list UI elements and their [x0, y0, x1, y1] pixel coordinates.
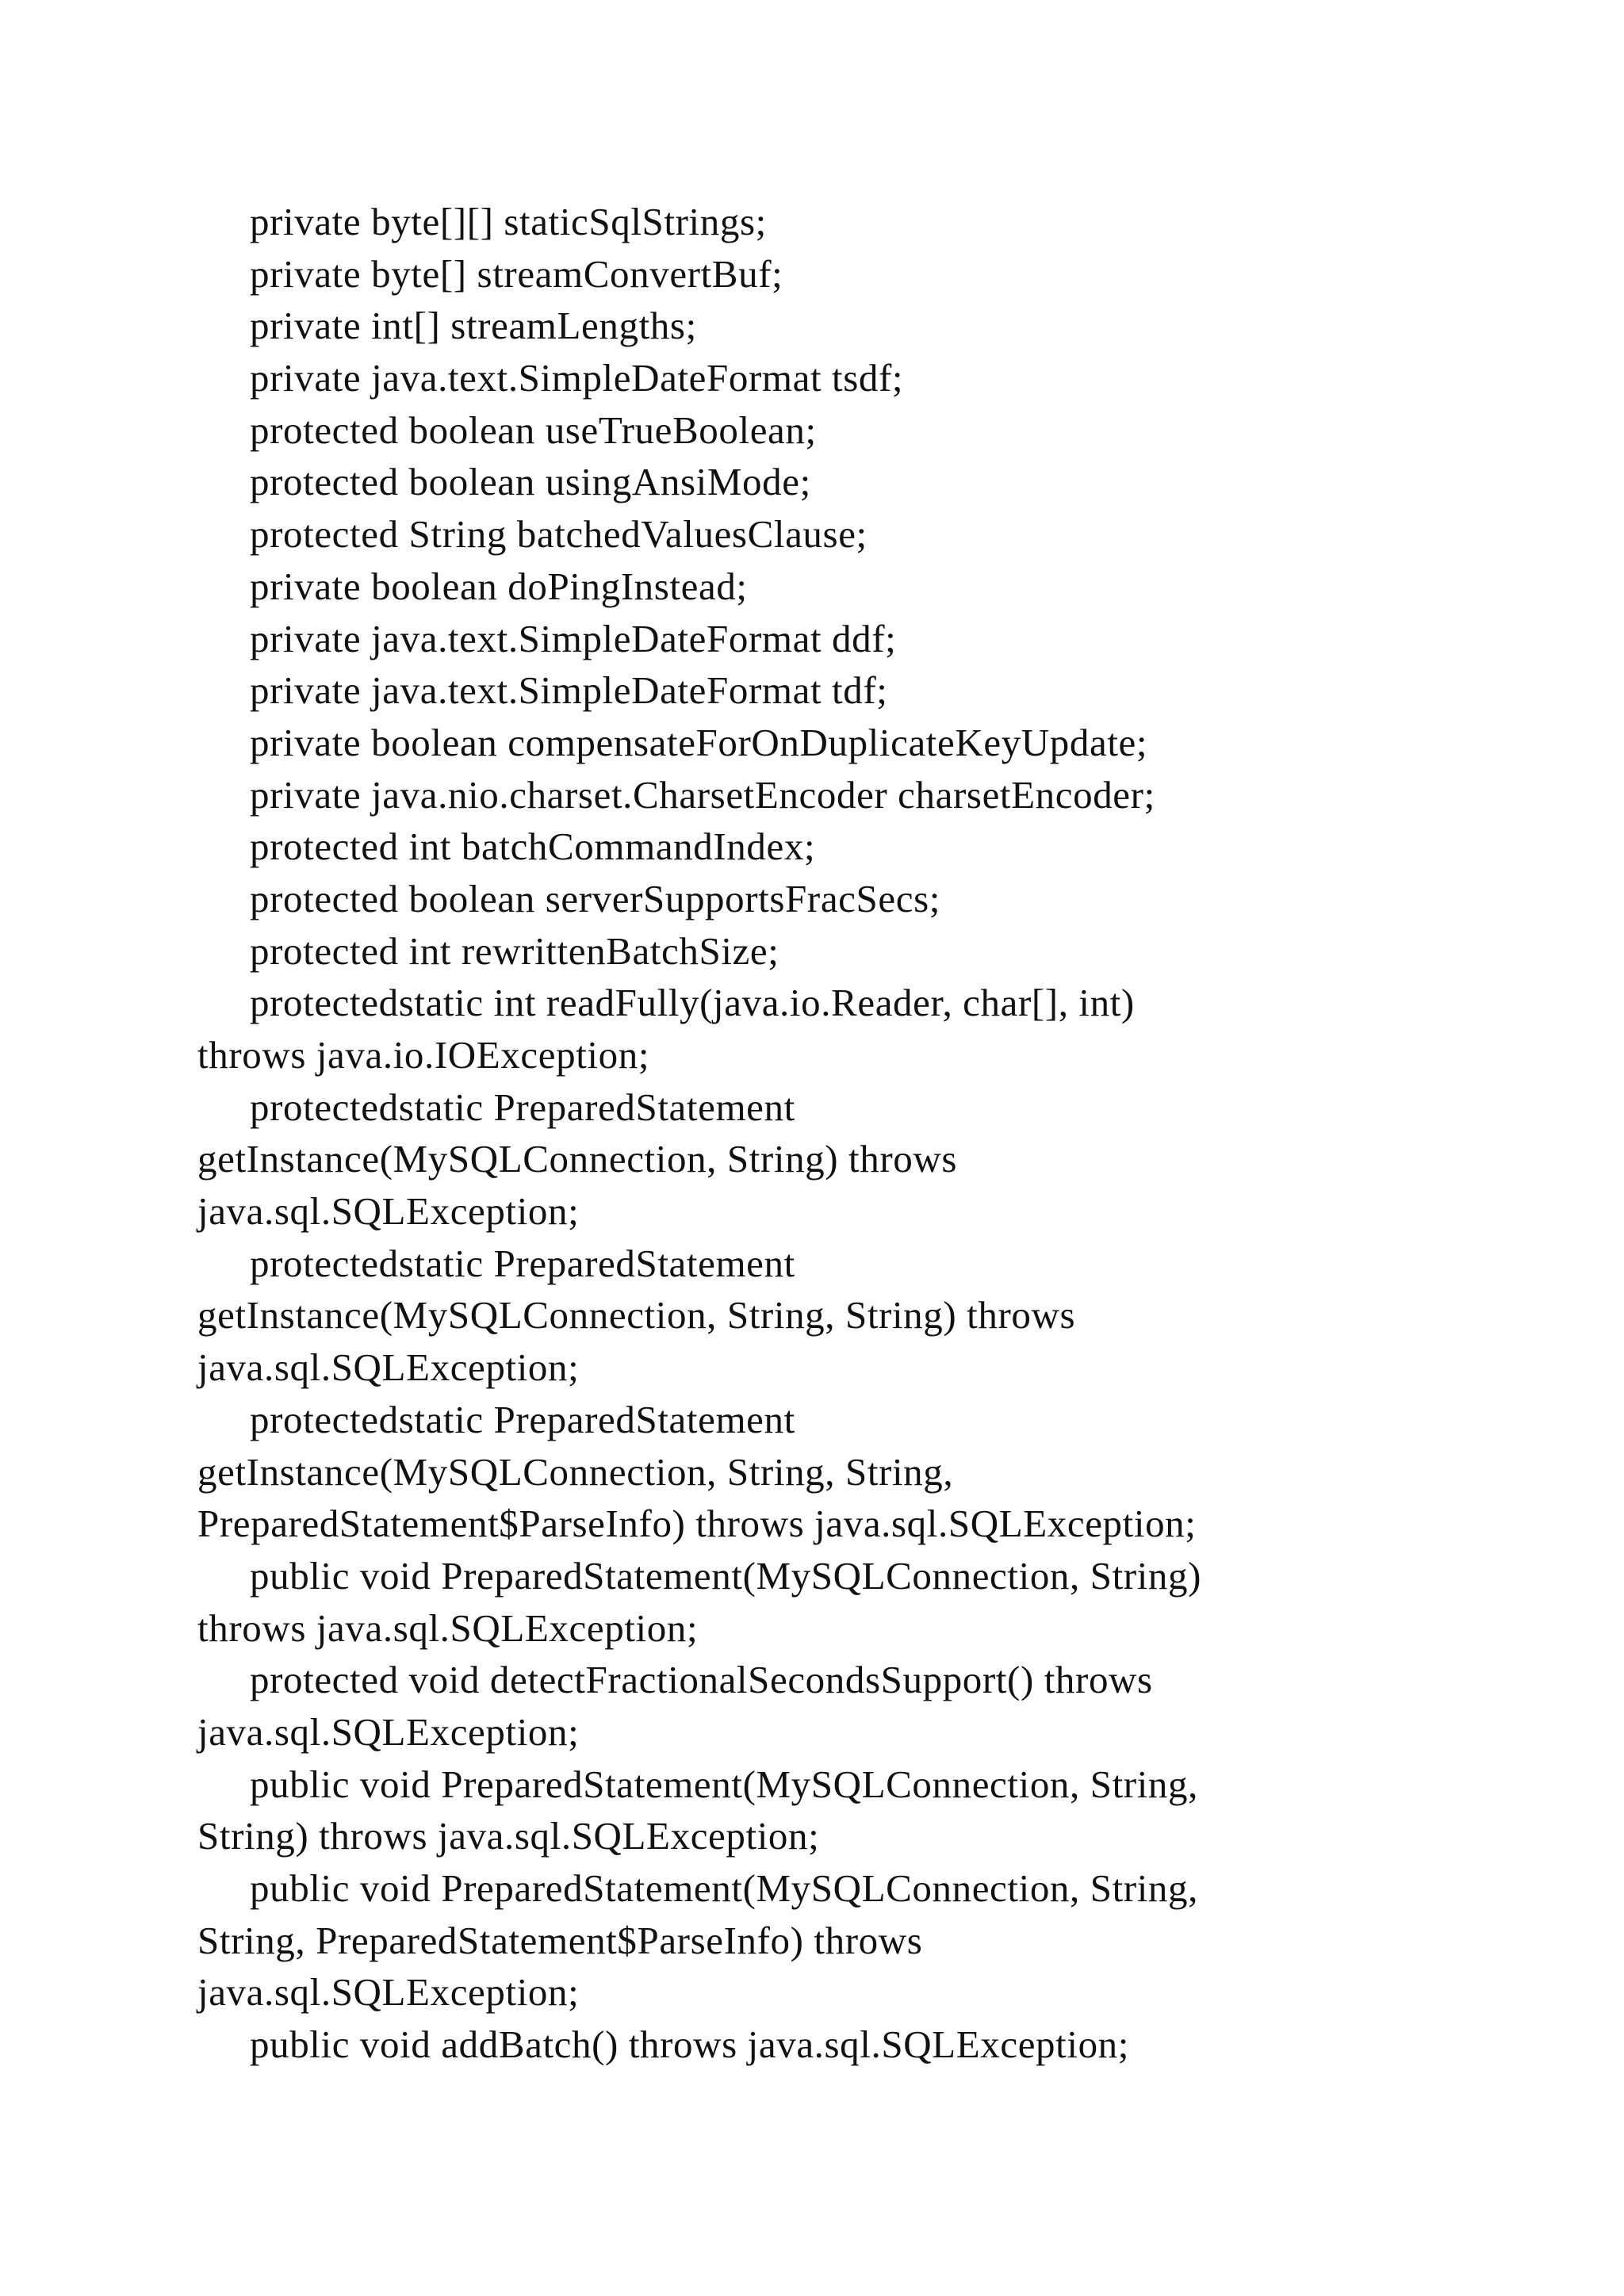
code-line: public void PreparedStatement(MySQLConnection, String, [250, 1866, 1198, 1910]
code-line: private byte[] streamConvertBuf; [250, 251, 783, 296]
code-line: private java.text.SimpleDateFormat tsdf; [250, 356, 904, 400]
code-line: private java.text.SimpleDateFormat ddf; [250, 616, 897, 660]
code-line: protected void detectFractionalSecondsSupport() throws [250, 1658, 1153, 1702]
code-line: PreparedStatement$ParseInfo) throws java.sql.SQLException; [197, 1502, 1197, 1546]
code-line: protected String batchedValuesClause; [250, 512, 868, 557]
code-line: protected boolean useTrueBoolean; [250, 408, 817, 452]
code-line: private java.nio.charset.CharsetEncoder charsetEncoder; [250, 772, 1155, 817]
code-line: protected boolean serverSupportsFracSecs; [250, 876, 940, 920]
code-line: protectedstatic int readFully(java.io.Reader, char[], int) [250, 981, 1135, 1025]
code-line: public void addBatch() throws java.sql.SQLException; [250, 2022, 1129, 2067]
code-line: protectedstatic PreparedStatement [250, 1241, 795, 1285]
code-line: java.sql.SQLException; [197, 1709, 580, 1754]
code-line: throws java.sql.SQLException; [197, 1605, 699, 1650]
code-line: private byte[][] staticSqlStrings; [250, 200, 767, 243]
code-line: java.sql.SQLException; [197, 1345, 580, 1390]
code-text-block [197, 196, 1434, 2071]
code-line: private boolean compensateForOnDuplicateKeyUpdate; [250, 720, 1148, 764]
code-line: private java.text.SimpleDateFormat tdf; [250, 668, 888, 713]
code-line: throws java.io.IOException; [197, 1033, 650, 1077]
code-line: public void PreparedStatement(MySQLConnection, String, [250, 1762, 1198, 1806]
code-line: getInstance(MySQLConnection, String) throws [197, 1137, 958, 1181]
code-line: protectedstatic PreparedStatement [250, 1397, 795, 1441]
code-line: String, PreparedStatement$ParseInfo) throws [197, 1918, 923, 1962]
code-line: getInstance(MySQLConnection, String, String, [197, 1449, 954, 1494]
code-line: private boolean doPingInstead; [250, 564, 748, 608]
code-line: protected boolean usingAnsiMode; [250, 460, 811, 504]
code-line: java.sql.SQLException; [197, 1189, 580, 1234]
code-line: String) throws java.sql.SQLException; [197, 1814, 820, 1858]
code-line: java.sql.SQLException; [197, 1970, 580, 2015]
code-line: getInstance(MySQLConnection, String, String) throws [197, 1293, 1076, 1337]
code-line: public void PreparedStatement(MySQLConnection, String) [250, 1553, 1202, 1598]
code-line: private int[] streamLengths; [250, 304, 697, 348]
code-line: protectedstatic PreparedStatement [250, 1085, 795, 1129]
code-line: protected int rewrittenBatchSize; [250, 928, 779, 973]
code-line: protected int batchCommandIndex; [250, 825, 816, 869]
